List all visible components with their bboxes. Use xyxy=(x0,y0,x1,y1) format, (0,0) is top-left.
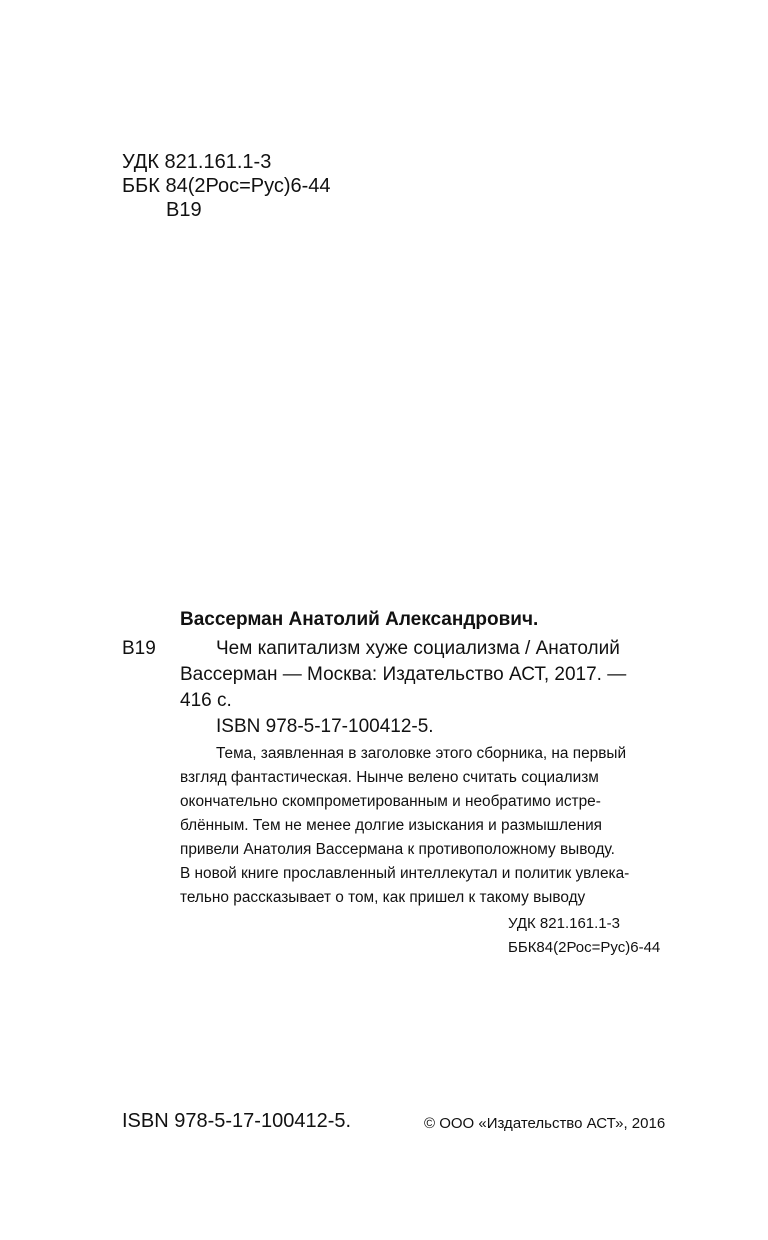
annotation-line: взгляд фантастическая. Нынче велено считать социализм xyxy=(180,769,599,786)
bbk-code-card: ББК84(2Рос=Рус)6-44 xyxy=(508,939,661,956)
bibliographic-line: Чем капитализм хуже социализма / Анатолий xyxy=(216,638,620,659)
udc-code-top: УДК 821.161.1-3 xyxy=(122,151,272,173)
annotation-line: блённым. Тем не менее долгие изыскания и размышления xyxy=(180,817,602,834)
bibliographic-line: 416 с. xyxy=(180,690,232,711)
isbn-footer: ISBN 978-5-17-100412-5. xyxy=(122,1110,352,1132)
annotation-line: Тема, заявленная в заголовке этого сборника, на первый xyxy=(216,745,627,762)
author-heading: Вассерман Анатолий Александрович. xyxy=(180,609,539,630)
isbn-card: ISBN 978-5-17-100412-5. xyxy=(216,716,434,737)
annotation-line: привели Анатолия Вассермана к противоположному выводу. xyxy=(180,841,615,858)
annotation-paragraph xyxy=(180,742,686,910)
copyright-notice: © ООО «Издательство АСТ», 2016 xyxy=(424,1115,666,1132)
annotation-line: окончательно скомпрометированным и необратимо истре- xyxy=(180,793,601,810)
bbk-code-top: ББК 84(2Рос=Рус)6-44 xyxy=(122,175,331,197)
annotation-line: В новой книге прославленный интеллекутал и политик увлека- xyxy=(180,865,630,882)
annotation-line: тельно рассказывает о том, как пришел к такому выводу xyxy=(180,889,586,906)
udc-code-card: УДК 821.161.1-3 xyxy=(508,915,620,932)
bibliographic-line: Вассерман — Москва: Издательство АСТ, 2017. — xyxy=(180,664,627,685)
author-mark-top: В19 xyxy=(166,199,202,221)
author-mark-card: В19 xyxy=(122,638,156,659)
